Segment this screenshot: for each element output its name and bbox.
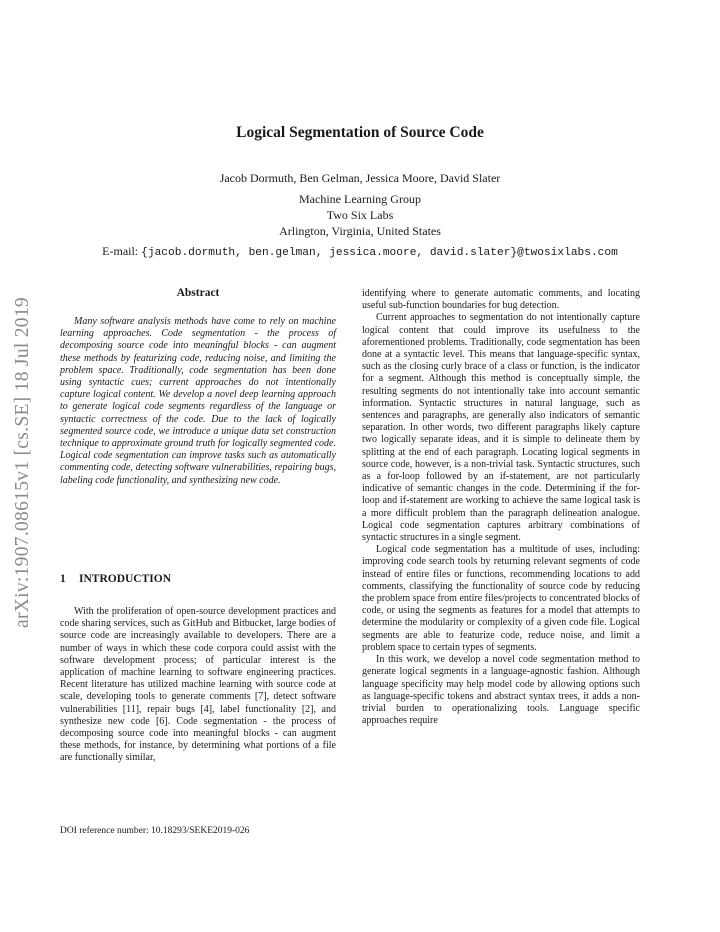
intro-paragraph: With the proliferation of open-source development practices and code sharing services, such as GitHub and Bitbucket, large bodies of source code are increasingly available to developers. There are a number of ways in which these code corpora could assist with the software development process; of particular interest is the application of machine learning to software engineering practices. Recent literature has utilized machine learning with source code at scale, developing tools to generate comments [7], detect software vulnerabilities [11], repair bugs [4], label functionality [2], and synthesize new code [6]. Code segmentation - the process of decomposing source code into meaningful blocks - can augment these methods, for instance, by determining what portions of a file are functionally similar,	[60, 606, 336, 764]
section-number: 1	[60, 573, 66, 585]
abstract-text: Many software analysis methods have come to rely on machine learning approaches. Code segmentation - the process of decomposing source code into meaningful blocks - can augment these methods by featurizing code, reducing noise, and limiting the problem space. Traditionally, code segmentation has been done using syntactic cues; current approaches do not intentionally capture logical content. We develop a novel deep learning approach to generate logical code segments regardless of the language or syntactic correctness of the code. Due to the lack of logically segmented source code, we introduce a unique data set construction technique to approximate ground truth for logically segmented code. Logical code segmentation can improve tasks such as automatically commenting code, detecting software vulnerabilities, repairing bugs, labeling code functionality, and synthesizing new code.	[60, 316, 336, 486]
section-title: INTRODUCTION	[79, 573, 172, 585]
affiliation-org: Two Six Labs	[326, 208, 394, 222]
author-list: Jacob Dormuth, Ben Gelman, Jessica Moore, David Slater	[219, 171, 501, 185]
affiliation-location: Arlington, Virginia, United States	[279, 224, 441, 238]
email-addresses[interactable]: {jacob.dormuth, ben.gelman, jessica.moore, david.slater}@twosixlabs.com	[141, 247, 618, 259]
section-heading-introduction	[60, 573, 171, 585]
introduction-left-column	[60, 606, 336, 765]
abstract-heading: Abstract	[176, 287, 220, 299]
affiliation-group: Machine Learning Group	[299, 192, 421, 206]
introduction-right-column	[362, 288, 640, 727]
email-label: E-mail:	[102, 244, 139, 258]
intro-paragraph: In this work, we develop a novel code segmentation method to generate logical segments in a language-agnostic fashion. Although language specificity may help model code by allowing options such as language-specific tokens and abstract syntax trees, it adds a non-trivial burden to operationalizing tools. Language specific approaches require	[362, 654, 640, 727]
paper-title: Logical Segmentation of Source Code	[236, 124, 484, 141]
affiliation-block	[0, 191, 720, 239]
intro-paragraph: Current approaches to segmentation do not intentionally capture logical content that could improve its usefulness to the aforementioned problems. Traditionally, code segmentation has been done at a syntactic level. This means that language-specific syntax, such as the closing curly brace of a class or function, is the indicator for a segment. Although this method is conceptually simple, the resulting segments do not intentionally take into account semantic information. Syntactic structures in natural language, such as sentences and paragraphs, are generally also indicators of semantic separation. In other words, two different paragraphs likely capture two logically separate ideas, and it is simple to delineate them by splitting at the end of each paragraph. Locating logical segments in source code, however, is a non-trivial task. Syntactic structures, such as a for-loop followed by an if-statement, are not particularly indicative of semantic changes in the code. Determining if the for-loop and if-statement are working to achieve the same logical task is a more difficult problem than the paragraph delineation analogue. Logical code segmentation captures arbitrary combinations of syntactic structures in a single segment.	[362, 312, 640, 544]
doi-footnote: DOI reference number: 10.18293/SEKE2019-026	[60, 826, 250, 836]
email-line	[0, 244, 720, 259]
abstract-body	[60, 316, 336, 487]
intro-paragraph-continued: identifying where to generate automatic comments, and locating useful sub-function boundaries for bug detection.	[362, 288, 640, 312]
arxiv-stamp: arXiv:1907.08615v1 [cs.SE] 18 Jul 2019	[12, 297, 33, 629]
intro-paragraph: Logical code segmentation has a multitude of uses, including: improving code search tools by returning relevant segments of code instead of entire files or functions, recommending locations to add comments, classifying the functionality of source code by reducing the problem space from entire files/projects to concentrated blocks of code, or using the segments as features for a model that attempts to determine the modularity or complexity of a given code file. Logical segments are able to featurize code, reduce noise, and limit a problem space to certain types of segments.	[362, 544, 640, 653]
